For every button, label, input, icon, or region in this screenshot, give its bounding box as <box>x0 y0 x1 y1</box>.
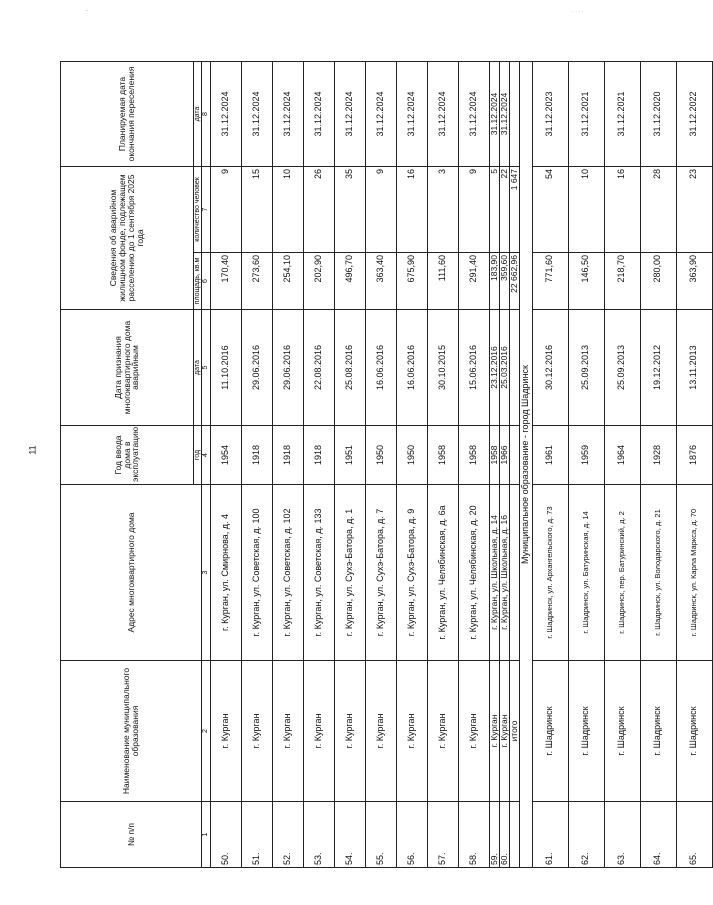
area-cell: 363,40 <box>365 253 396 310</box>
address-cell: г. Шадринск, ул. Архангельского, д. 73 <box>532 485 568 661</box>
people-cell: 9 <box>210 166 241 252</box>
end-date-cell: 31.12.2022 <box>676 61 712 166</box>
table-row <box>241 61 272 867</box>
people-cell: 28 <box>640 166 676 252</box>
row-number-cell: 64. <box>640 802 676 868</box>
recognition-date-cell: 23.12.2016 <box>489 310 499 426</box>
scan-mark-left: – <box>85 8 89 14</box>
municipality-cell: г. Шадринск <box>568 661 604 802</box>
total-empty-cell <box>509 61 519 166</box>
end-date-cell: 31.12.2021 <box>604 61 640 166</box>
people-cell: 16 <box>604 166 640 252</box>
address-cell: г. Курган, ул. Советская, д. 102 <box>272 485 303 661</box>
table-row <box>396 61 427 867</box>
people-cell: 22 <box>499 166 509 252</box>
table-row <box>532 61 568 867</box>
year-cell: 1961 <box>532 426 568 485</box>
table-header-row <box>61 61 194 867</box>
people-cell: 54 <box>532 166 568 252</box>
table-row <box>427 61 458 867</box>
table-row <box>676 61 712 867</box>
recognition-date-cell: 25.08.2016 <box>334 310 365 426</box>
end-date-cell: 31.12.2024 <box>272 61 303 166</box>
area-cell: 363,90 <box>676 253 712 310</box>
address-cell: г. Шадринск, ул. Володарского, д. 21 <box>640 485 676 661</box>
year-cell: 1958 <box>427 426 458 485</box>
end-date-cell: 31.12.2024 <box>241 61 272 166</box>
year-cell: 1950 <box>365 426 396 485</box>
table-row <box>334 61 365 867</box>
recognition-date-cell: 15.06.2016 <box>458 310 489 426</box>
column-index-row <box>202 61 210 867</box>
subheader-date: дата <box>194 310 202 426</box>
address-cell: г. Курган, ул. Смирнова, д. 4 <box>210 485 241 661</box>
index-cell: 7 <box>202 166 210 252</box>
municipality-cell: г. Курган <box>427 661 458 802</box>
area-cell: 146,50 <box>568 253 604 310</box>
municipality-cell: г. Курган <box>458 661 489 802</box>
area-cell: 496,70 <box>334 253 365 310</box>
municipality-cell: г. Курган <box>489 661 499 802</box>
end-date-cell: 31.12.2024 <box>210 61 241 166</box>
row-number-cell: 62. <box>568 802 604 868</box>
end-date-cell: 31.12.2024 <box>334 61 365 166</box>
row-number-cell: 51. <box>241 802 272 868</box>
index-cell: 5 <box>202 310 210 426</box>
address-cell: г. Курган, ул. Школьная, д. 16 <box>499 485 509 661</box>
end-date-cell: 31.12.2024 <box>396 61 427 166</box>
year-cell: 1964 <box>604 426 640 485</box>
area-cell: 771,60 <box>532 253 568 310</box>
recognition-date-cell: 16.06.2016 <box>365 310 396 426</box>
area-cell: 183,90 <box>489 253 499 310</box>
municipality-cell: г. Курган <box>303 661 334 802</box>
header-year: Год ввода дома в эксплуатацию <box>61 426 194 485</box>
recognition-date-cell: 22.08.2016 <box>303 310 334 426</box>
area-cell: 280,00 <box>640 253 676 310</box>
total-empty-cell <box>509 802 519 868</box>
people-cell: 15 <box>241 166 272 252</box>
address-cell: г. Курган, ул. Челябинская, д. 20 <box>458 485 489 661</box>
municipality-cell: г. Курган <box>241 661 272 802</box>
end-date-cell: 31.12.2020 <box>640 61 676 166</box>
people-cell: 23 <box>676 166 712 252</box>
end-date-cell: 31.12.2024 <box>427 61 458 166</box>
end-date-cell: 31.12.2024 <box>365 61 396 166</box>
address-cell: г. Курган, ул. Челябинская, д. 6а <box>427 485 458 661</box>
people-cell: 9 <box>365 166 396 252</box>
row-number-cell: 65. <box>676 802 712 868</box>
year-cell: 1918 <box>272 426 303 485</box>
table-row <box>489 61 499 867</box>
index-cell: 3 <box>202 485 210 661</box>
recognition-date-cell: 13.11.2013 <box>676 310 712 426</box>
row-number-cell: 56. <box>396 802 427 868</box>
year-cell: 1958 <box>489 426 499 485</box>
row-number-cell: 50. <box>210 802 241 868</box>
index-cell: 8 <box>202 61 210 166</box>
total-row <box>509 61 519 867</box>
people-cell: 5 <box>489 166 499 252</box>
table-row <box>604 61 640 867</box>
row-number-cell: 63. <box>604 802 640 868</box>
municipality-cell: г. Шадринск <box>532 661 568 802</box>
year-cell: 1918 <box>303 426 334 485</box>
people-cell: 3 <box>427 166 458 252</box>
page-number: 11 <box>27 445 38 455</box>
area-cell: 202,90 <box>303 253 334 310</box>
address-cell: г. Курган, ул. Школьная, д. 14 <box>489 485 499 661</box>
area-cell: 170,40 <box>210 253 241 310</box>
end-date-cell: 31.12.2023 <box>532 61 568 166</box>
area-cell: 291,40 <box>458 253 489 310</box>
people-cell: 35 <box>334 166 365 252</box>
municipality-cell: г. Курган <box>499 661 509 802</box>
header-municipality: Наименование муниципального образования <box>61 661 202 802</box>
end-date-cell: 31.12.2024 <box>499 61 509 166</box>
header-end-date: Планируемая дата окончания переселения <box>61 61 194 166</box>
table-row <box>365 61 396 867</box>
recognition-date-cell: 19.12.2012 <box>640 310 676 426</box>
subheader-people: количество человек <box>194 166 202 252</box>
address-cell: г. Шадринск, ул. Батуринская, д. 14 <box>568 485 604 661</box>
header-recognition-date: Дата признания многоквартирного дома аварийным <box>61 310 194 426</box>
municipality-cell: г. Курган <box>334 661 365 802</box>
table-row <box>210 61 241 867</box>
address-cell: г. Курган, ул. Сухэ-Батора, д. 7 <box>365 485 396 661</box>
table-body <box>61 61 713 867</box>
row-number-cell: 54. <box>334 802 365 868</box>
area-cell: 111,60 <box>427 253 458 310</box>
year-cell: 1951 <box>334 426 365 485</box>
subheader-end-date: дата <box>194 61 202 166</box>
table-row <box>458 61 489 867</box>
header-address: Адрес многоквартирного дома <box>61 485 202 661</box>
total-empty-cell <box>509 485 519 661</box>
recognition-date-cell: 25.03.2016 <box>499 310 509 426</box>
row-number-cell: 55. <box>365 802 396 868</box>
row-number-cell: 53. <box>303 802 334 868</box>
municipality-cell: г. Шадринск <box>676 661 712 802</box>
recognition-date-cell: 30.10.2015 <box>427 310 458 426</box>
area-cell: 675,90 <box>396 253 427 310</box>
municipality-heading: Муниципальное образование - город Шадринск <box>519 61 532 867</box>
end-date-cell: 31.12.2024 <box>303 61 334 166</box>
year-cell: 1966 <box>499 426 509 485</box>
people-cell: 26 <box>303 166 334 252</box>
end-date-cell: 31.12.2024 <box>458 61 489 166</box>
area-cell: 218,70 <box>604 253 640 310</box>
end-date-cell: 31.12.2024 <box>489 61 499 166</box>
total-people: 1 647 <box>509 166 519 252</box>
year-cell: 1959 <box>568 426 604 485</box>
total-area: 22 662,96 <box>509 253 519 310</box>
address-cell: г. Курган, ул. Советская, д. 100 <box>241 485 272 661</box>
year-cell: 1958 <box>458 426 489 485</box>
row-number-cell: 60. <box>499 802 509 868</box>
total-label: итого <box>509 661 519 802</box>
row-number-cell: 52. <box>272 802 303 868</box>
recognition-date-cell: 30.12.2016 <box>532 310 568 426</box>
address-cell: г. Шадринск, ул. Карла Маркса, д. 70 <box>676 485 712 661</box>
table-row <box>272 61 303 867</box>
recognition-date-cell: 11.10.2016 <box>210 310 241 426</box>
recognition-date-cell: 25.09.2013 <box>604 310 640 426</box>
municipality-cell: г. Курган <box>396 661 427 802</box>
table-row <box>640 61 676 867</box>
municipality-cell: г. Шадринск <box>640 661 676 802</box>
row-number-cell: 57. <box>427 802 458 868</box>
municipality-row <box>519 61 532 867</box>
area-cell: 273,60 <box>241 253 272 310</box>
scan-mark-right: . . . . <box>572 8 584 14</box>
recognition-date-cell: 16.06.2016 <box>396 310 427 426</box>
row-number-cell: 58. <box>458 802 489 868</box>
municipality-cell: г. Шадринск <box>604 661 640 802</box>
rotated-page <box>60 62 699 868</box>
emergency-housing-table <box>60 61 713 868</box>
address-cell: г. Курган, ул. Сухэ-Батора, д. 9 <box>396 485 427 661</box>
address-cell: г. Курган, ул. Советская, д. 133 <box>303 485 334 661</box>
index-cell: 6 <box>202 253 210 310</box>
table-row <box>568 61 604 867</box>
end-date-cell: 31.12.2021 <box>568 61 604 166</box>
index-cell: 1 <box>202 802 210 868</box>
year-cell: 1954 <box>210 426 241 485</box>
row-number-cell: 59. <box>489 802 499 868</box>
address-cell: г. Курган, ул. Сухэ-Батора, д. 1 <box>334 485 365 661</box>
header-housing-info: Сведения об аварийном жилищном фонде, подлежащем расселению до 1 сентября 2025 года <box>61 166 194 309</box>
municipality-cell: г. Курган <box>210 661 241 802</box>
table-row <box>499 61 509 867</box>
table-row <box>303 61 334 867</box>
area-cell: 359,60 <box>499 253 509 310</box>
people-cell: 10 <box>568 166 604 252</box>
people-cell: 9 <box>458 166 489 252</box>
recognition-date-cell: 25.09.2013 <box>568 310 604 426</box>
index-cell: 4 <box>202 426 210 485</box>
total-empty-cell <box>509 426 519 485</box>
year-cell: 1950 <box>396 426 427 485</box>
row-number-cell: 61. <box>532 802 568 868</box>
recognition-date-cell: 29.06.2016 <box>241 310 272 426</box>
recognition-date-cell: 29.06.2016 <box>272 310 303 426</box>
year-cell: 1876 <box>676 426 712 485</box>
area-cell: 254,10 <box>272 253 303 310</box>
municipality-cell: г. Курган <box>272 661 303 802</box>
year-cell: 1918 <box>241 426 272 485</box>
subheader-year: год <box>194 426 202 485</box>
people-cell: 16 <box>396 166 427 252</box>
people-cell: 10 <box>272 166 303 252</box>
address-cell: г. Шадринск, пер. Батуринский, д. 2 <box>604 485 640 661</box>
subheader-area: площадь, кв.м <box>194 253 202 310</box>
year-cell: 1928 <box>640 426 676 485</box>
header-number: № п/п <box>61 802 202 868</box>
total-empty-cell <box>509 310 519 426</box>
municipality-cell: г. Курган <box>365 661 396 802</box>
index-cell: 2 <box>202 661 210 802</box>
